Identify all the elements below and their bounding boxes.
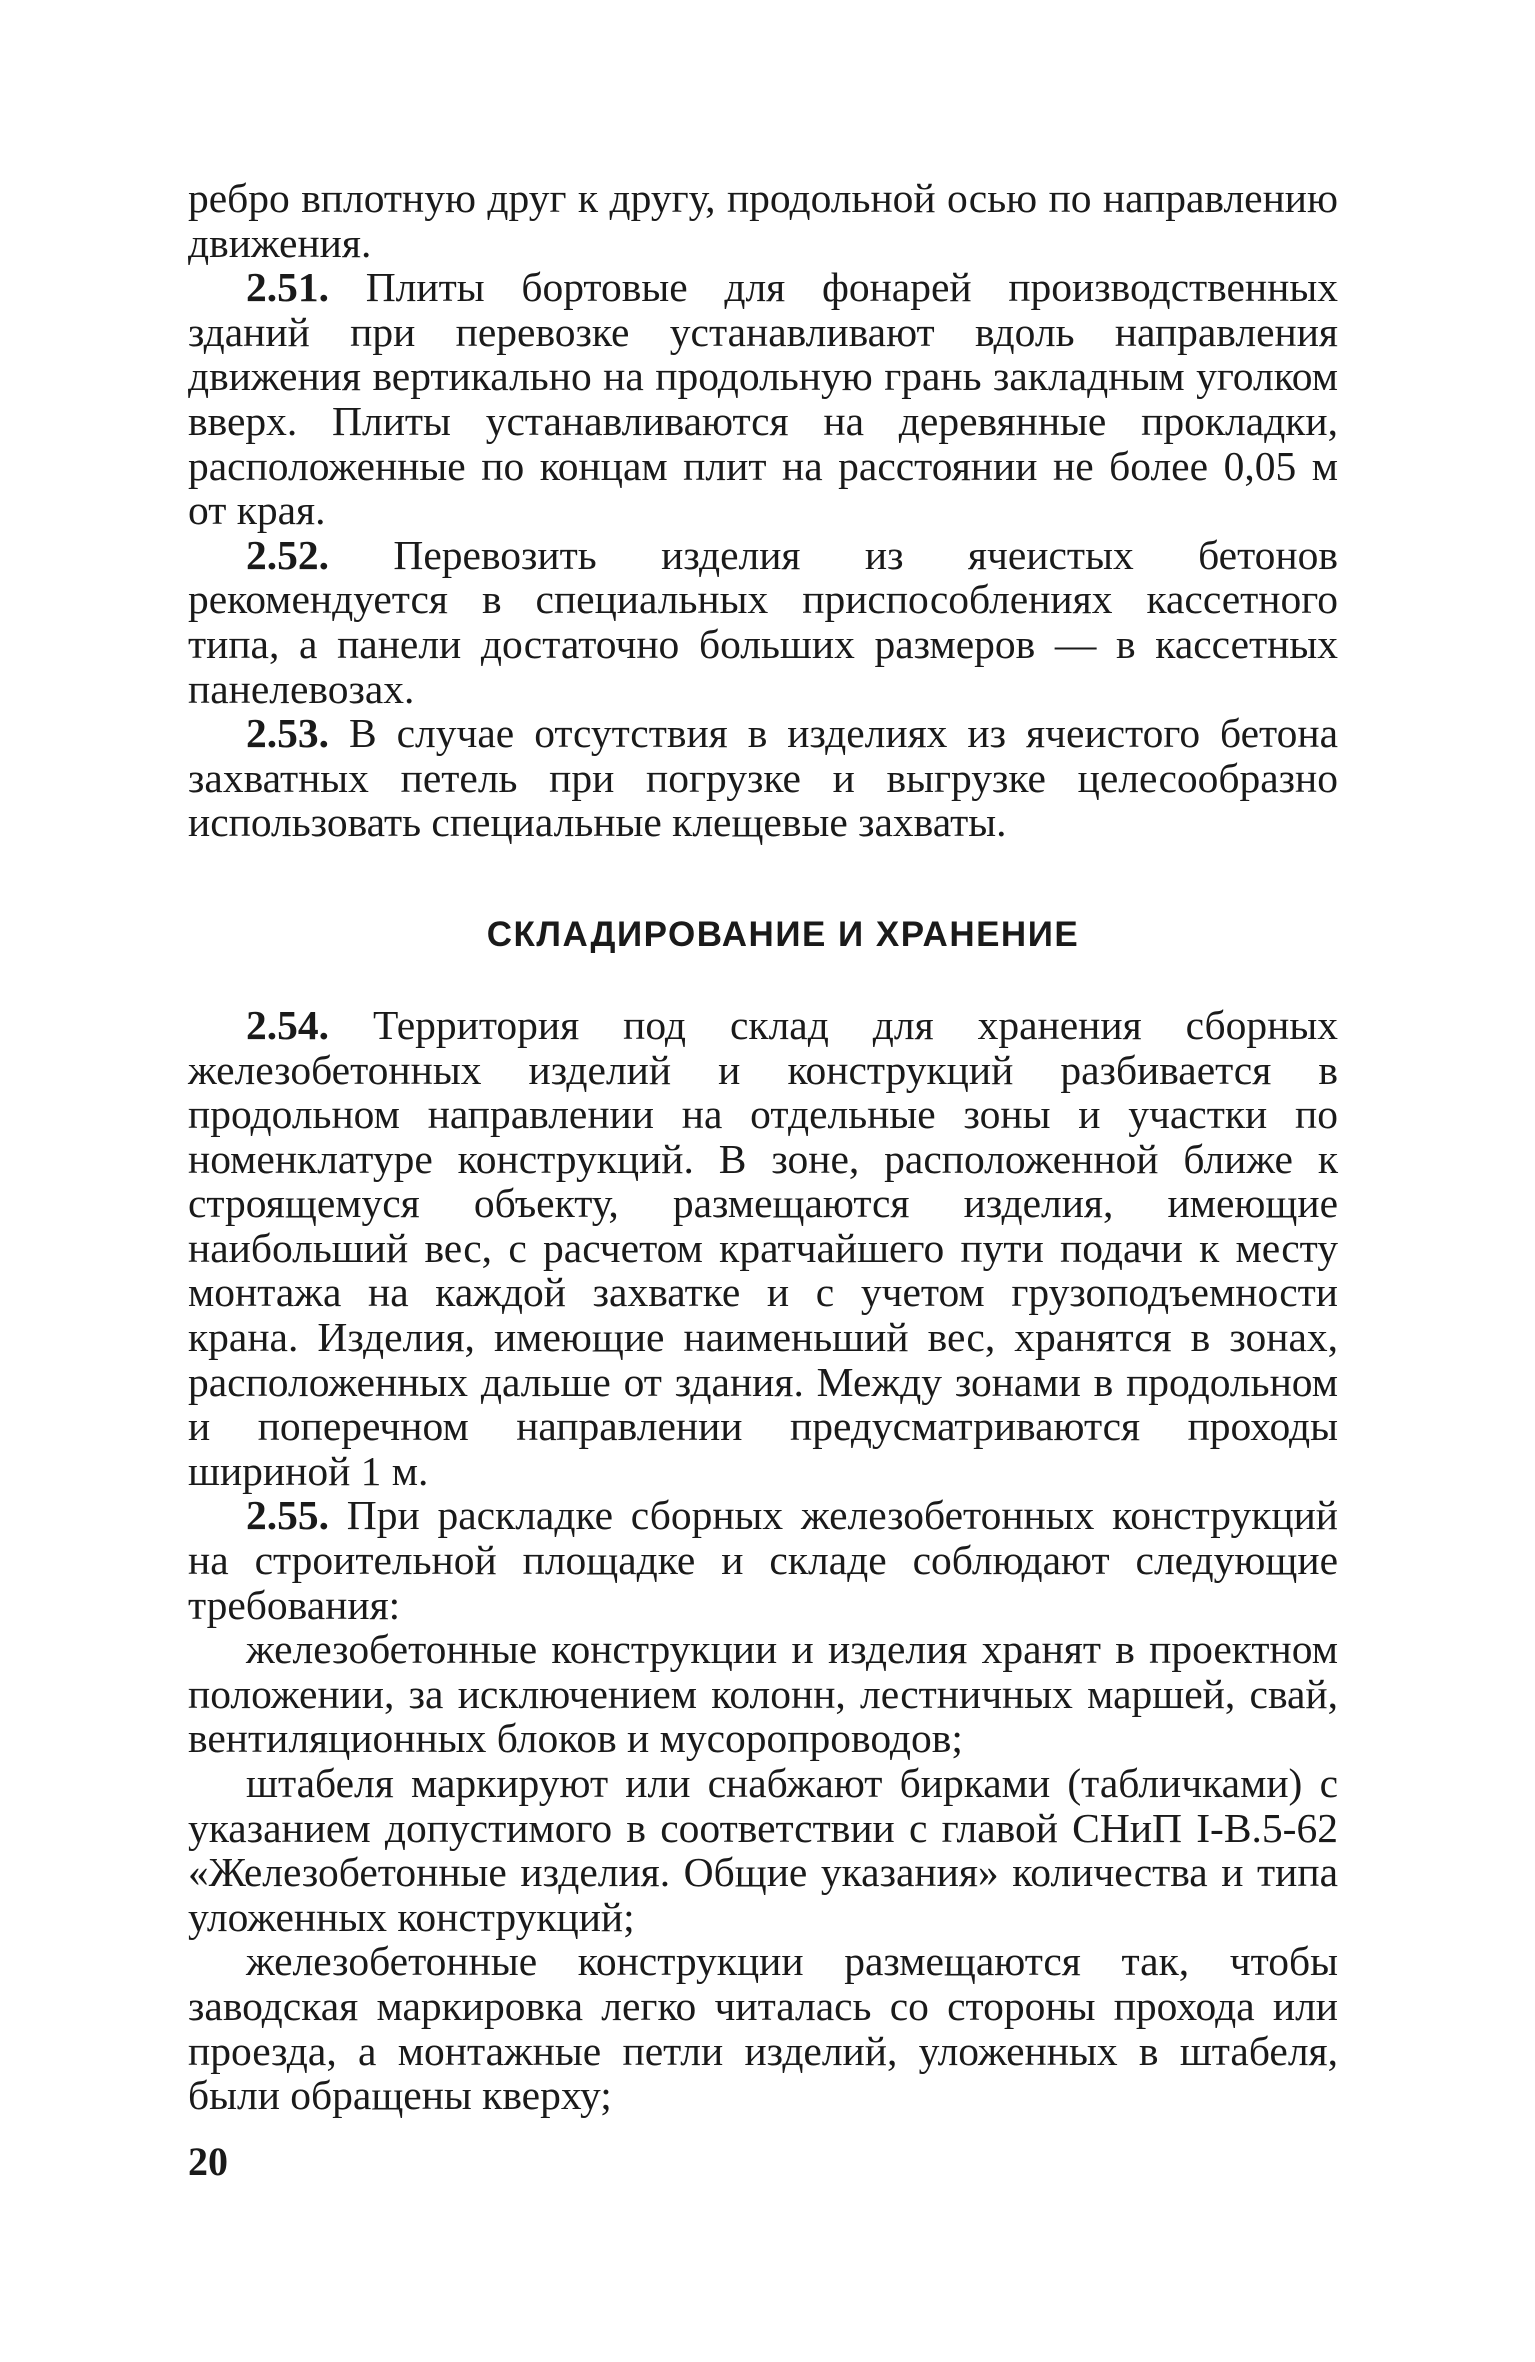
requirement-item-2 [188,1761,1338,1939]
paragraph-text: Территория под склад для хранения сборных железобетонных изделий и конструкций разбивается в продольном направлении на отдельные зоны и участки по номенклатуре конструкций. В зоне, расположенной ближе к строящемуся объекту, размещаются изделия, имеющие наибольший вес, с расчетом кратчайшего пути подачи к месту монтажа на каждой захватке и с учетом грузоподъемности крана. Изделия, имеющие наименьший вес, хранятся в зонах, расположенных дальше от здания. Между зонами в продольном и поперечном направлении предусматриваются проходы шириной 1 м. [188,1001,1338,1494]
paragraph-2-55 [188,1493,1338,1627]
paragraph-number: 2.55. [246,1492,329,1539]
page-number: 20 [188,2139,228,2184]
paragraph-number: 2.53. [246,710,329,757]
requirement-item-3 [188,1939,1338,2117]
paragraph-text: В случае отсутствия в изделиях из ячеистого бетона захватных петель при погрузке и выгрузке целесообразно использовать специальные клещевые захваты. [188,710,1338,846]
paragraph-number: 2.54. [246,1001,329,1048]
paragraph-text: Плиты бортовые для фонарей производственных зданий при перевозке устанавливают вдоль направления движения вертикально на продольную грань закладным уголком вверх. Плиты устанавливаются на деревянные прокладки, расположенные по концам плит на расстоянии не более 0,05 м от края. [188,264,1338,534]
paragraph-number: 2.51. [246,264,329,311]
paragraph-2-53 [188,711,1338,845]
paragraph-2-54 [188,1003,1338,1494]
paragraph-continuation [188,176,1338,265]
paragraph-2-52 [188,533,1338,711]
paragraph-text: При раскладке сборных железобетонных конструкций на строительной площадке и складе соблюдают следующие требования: [188,1492,1338,1628]
paragraph-number: 2.52. [246,531,329,578]
paragraph-text: штабеля маркируют или снабжают бирками (табличками) с указанием допустимого в соответствии с главой СНиП I-В.5-62 «Железобетонные изделия. Общие указания» количества и типа уложенных конструкций; [188,1760,1338,1940]
requirement-item-1 [188,1627,1338,1761]
section-heading: СКЛАДИРОВАНИЕ И ХРАНЕНИЕ [486,914,1080,954]
paragraph-text: Перевозить изделия из ячеистых бетонов рекомендуется в специальных приспособлениях кассетного типа, а панели достаточно больших размеров — в кассетных панелевозах. [188,531,1338,712]
paragraph-2-51 [188,265,1338,533]
paragraph-text: железобетонные конструкции размещаются так, чтобы заводская маркировка легко читалась со стороны прохода или проезда, а монтажные петли изделий, уложенных в штабеля, были обращены кверху; [188,1938,1338,2119]
paragraph-text: ребро вплотную друг к другу, продольной осью по направлению движения. [188,175,1338,266]
paragraph-text: железобетонные конструкции и изделия хранят в проектном положении, за исключением колонн, лестничных маршей, свай, вентиляционных блоков и мусоропроводов; [188,1626,1338,1762]
page-body [188,176,1338,2118]
